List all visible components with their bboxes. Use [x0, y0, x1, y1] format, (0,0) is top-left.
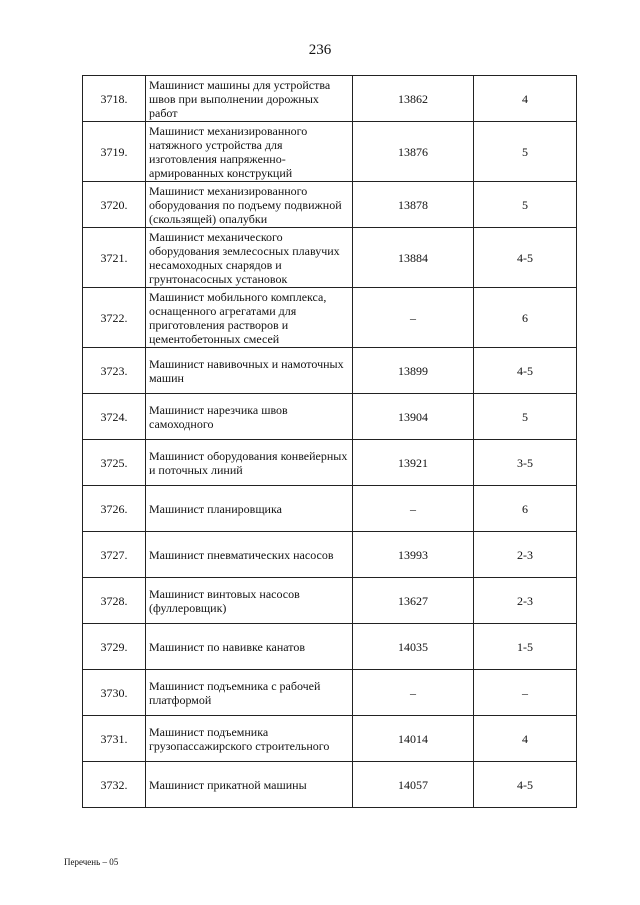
table-row [83, 348, 577, 394]
table-row [83, 394, 577, 440]
row-number: 3727. [83, 532, 146, 578]
table-row [83, 440, 577, 486]
grade-range: 1-5 [474, 624, 577, 670]
profession-code: 13862 [353, 76, 474, 122]
page-number: 236 [308, 42, 332, 58]
profession-code: 14057 [353, 762, 474, 808]
profession-name: Машинист механизированного оборудования по подъему подвижной (скользящей) опалубки [146, 182, 353, 228]
grade-range: 4 [474, 716, 577, 762]
profession-code: 13876 [353, 122, 474, 182]
table-row [83, 624, 577, 670]
row-number: 3730. [83, 670, 146, 716]
footer-label: Перечень – 05 [64, 857, 119, 867]
profession-name: Машинист подъемника грузопассажирского строительного [146, 716, 353, 762]
table-row [83, 288, 577, 348]
grade-range: 4-5 [474, 228, 577, 288]
row-number: 3729. [83, 624, 146, 670]
table-row [83, 76, 577, 122]
row-number: 3725. [83, 440, 146, 486]
table-row [83, 762, 577, 808]
row-number: 3721. [83, 228, 146, 288]
profession-code: 13899 [353, 348, 474, 394]
grade-range: – [474, 670, 577, 716]
profession-name: Машинист машины для устройства швов при выполнении дорожных работ [146, 76, 353, 122]
grade-range: 3-5 [474, 440, 577, 486]
table-row [83, 486, 577, 532]
table-row [83, 228, 577, 288]
table-row [83, 182, 577, 228]
row-number: 3731. [83, 716, 146, 762]
profession-name: Машинист мобильного комплекса, оснащенного агрегатами для приготовления растворов и цементобетонных смесей [146, 288, 353, 348]
row-number: 3724. [83, 394, 146, 440]
profession-name: Машинист нарезчика швов самоходного [146, 394, 353, 440]
profession-code: 13904 [353, 394, 474, 440]
table-row [83, 122, 577, 182]
grade-range: 2-3 [474, 532, 577, 578]
grade-range: 4-5 [474, 348, 577, 394]
table-row [83, 716, 577, 762]
profession-code: 14014 [353, 716, 474, 762]
row-number: 3722. [83, 288, 146, 348]
grade-range: 6 [474, 288, 577, 348]
profession-name: Машинист планировщика [146, 486, 353, 532]
profession-code: 13627 [353, 578, 474, 624]
grade-range: 5 [474, 394, 577, 440]
grade-range: 5 [474, 182, 577, 228]
table-row [83, 532, 577, 578]
grade-range: 4-5 [474, 762, 577, 808]
profession-name: Машинист механического оборудования землесосных плавучих несамоходных снарядов и грунтонасосных установок [146, 228, 353, 288]
profession-name: Машинист навивочных и намоточных машин [146, 348, 353, 394]
profession-code: 13921 [353, 440, 474, 486]
profession-name: Машинист винтовых насосов (фуллеровщик) [146, 578, 353, 624]
profession-code: – [353, 288, 474, 348]
profession-code: 13884 [353, 228, 474, 288]
profession-code: – [353, 486, 474, 532]
table-row [83, 578, 577, 624]
profession-code: 14035 [353, 624, 474, 670]
profession-code: 13878 [353, 182, 474, 228]
row-number: 3719. [83, 122, 146, 182]
profession-name: Машинист пневматических насосов [146, 532, 353, 578]
grade-range: 5 [474, 122, 577, 182]
row-number: 3726. [83, 486, 146, 532]
professions-table [82, 75, 577, 808]
profession-name: Машинист подъемника с рабочей платформой [146, 670, 353, 716]
profession-code: – [353, 670, 474, 716]
profession-name: Машинист прикатной машины [146, 762, 353, 808]
row-number: 3720. [83, 182, 146, 228]
grade-range: 4 [474, 76, 577, 122]
profession-code: 13993 [353, 532, 474, 578]
grade-range: 2-3 [474, 578, 577, 624]
row-number: 3728. [83, 578, 146, 624]
grade-range: 6 [474, 486, 577, 532]
row-number: 3732. [83, 762, 146, 808]
profession-name: Машинист оборудования конвейерных и поточных линий [146, 440, 353, 486]
row-number: 3718. [83, 76, 146, 122]
table-row [83, 670, 577, 716]
profession-name: Машинист механизированного натяжного устройства для изготовления напряженно-армированных конструкций [146, 122, 353, 182]
row-number: 3723. [83, 348, 146, 394]
profession-name: Машинист по навивке канатов [146, 624, 353, 670]
